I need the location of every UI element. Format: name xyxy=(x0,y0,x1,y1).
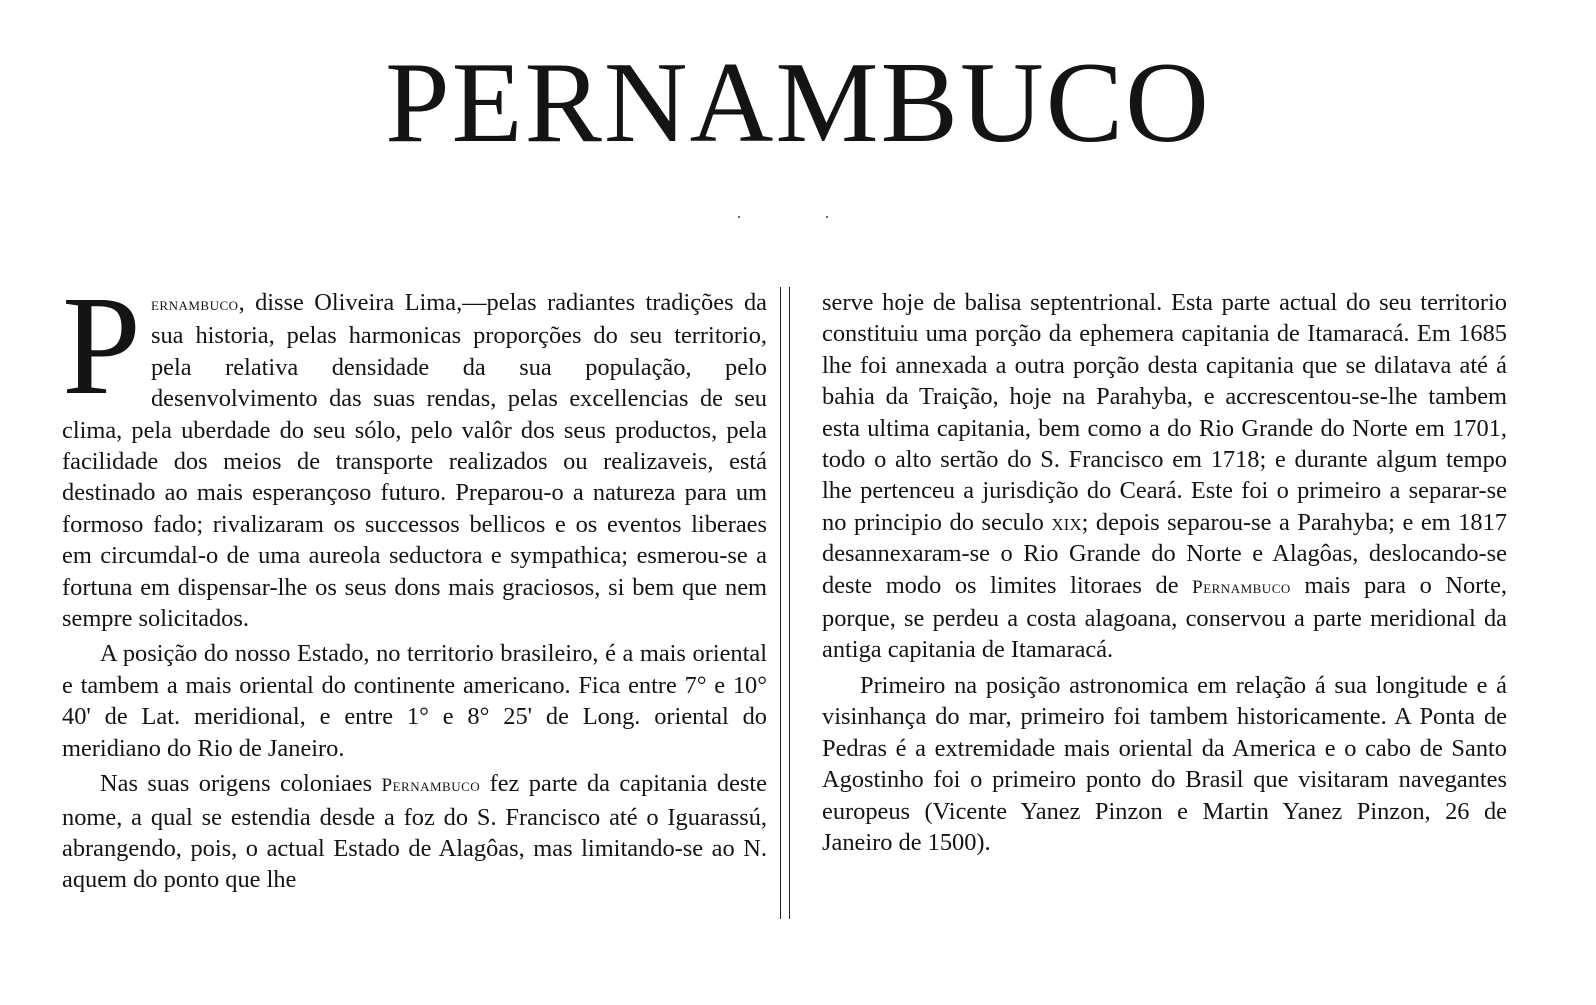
smallcaps-word: ernambuco xyxy=(150,294,239,315)
paragraph-text: Nas suas origens coloniaes xyxy=(100,770,382,798)
smallcaps-word: Pernambuco xyxy=(381,775,481,797)
smallcaps-word: Pernambuco xyxy=(1192,576,1291,598)
column-divider-right xyxy=(789,287,790,919)
paragraph-intro xyxy=(62,266,767,634)
column-divider-left xyxy=(780,287,781,919)
page-title: PERNAMBUCO xyxy=(385,39,1211,167)
drop-cap: P xyxy=(62,266,141,424)
print-speck xyxy=(738,216,740,218)
left-column xyxy=(62,266,767,900)
century-numeral: xix xyxy=(1051,508,1082,536)
paragraph-continuation xyxy=(822,287,1507,666)
right-column xyxy=(822,287,1507,862)
paragraph-text: , disse Oliveira Lima,—pelas radiantes tradições da sua historia, pelas harmonicas proporções do seu territorio, pela relativa densidade da sua população, pelo desenvolvimento das suas rendas, pelas excellencias de seu clima, pela uberdade do seu sólo, pelo valôr dos seus productos, pela facilidade dos meios de transporte realizados ou realizaveis, está destinado ao mais esperançoso futuro. Preparou-o a natureza para um formoso fado; rivalizaram os successos bellicos e os eventos liberaes em circumdal-o de uma aureola seductora e sympathica; esmerou-se a fortuna em dispensar-lhe os seus dons mais graciosos, si bem que nem sempre solicitados. xyxy=(62,289,767,633)
print-speck xyxy=(826,216,828,218)
paragraph-text: A posição do nosso Estado, no territorio brasileiro, é a mais oriental e tambem a mais oriental do continente americano. Fica entre 7° e 10° 40' de Lat. meridional, e entre 1° e 8° 25' de Long. oriental do meridiano do Rio de Janeiro. xyxy=(62,640,767,762)
paragraph-text: Primeiro na posição astronomica em relação á sua longitude e á visinhança do mar, primeiro foi tambem historicamente. A Ponta de Pedras é a extremidade mais oriental da America e o cabo de Santo Agostinho foi o primeiro ponto do Brasil que visitaram navegantes europeus (Vicente Yanez Pinzon e Martin Yanez Pinzon, 26 de Janeiro de 1500). xyxy=(822,671,1507,856)
paragraph-text: mais para o Norte, porque, se perdeu a costa alagoana, conservou a parte meridional da antiga capitania de Itamaracá. xyxy=(822,571,1507,664)
paragraph-text: fez parte da capitania deste nome, a qual se estendia desde a foz do S. Francisco até o Iguarassú, abrangendo, pois, o actual Estado de Alagôas, mas limitando-se ao N. aquem do ponto que lhe xyxy=(62,770,767,894)
paragraph-position xyxy=(62,638,767,764)
paragraph-origins xyxy=(62,768,767,896)
paragraph-history xyxy=(822,670,1507,858)
paragraph-text: serve hoje de balisa septentrional. Esta parte actual do seu territorio constituiu uma porção da ephemera capitania de Itamaracá. Em 1685 lhe foi annexada a outra porção desta capitania que se dilatava até á bahia da Traição, hoje na Parahyba, e accrescentou-se-lhe tambem esta ultima capitania, bem como a do Rio Grande do Norte em 1701, todo o alto sertão do S. Francisco em 1718; e durante algum tempo lhe pertenceu a jurisdição do Ceará. Este foi o primeiro a separar-se no principio do seculo xyxy=(822,289,1507,536)
paragraph-text: ; depois separou-se a Parahyba; e em 1817 desannexaram-se o Rio Grande do Norte e Alagôas, deslocando-se deste modo os limites litoraes de xyxy=(822,508,1507,599)
